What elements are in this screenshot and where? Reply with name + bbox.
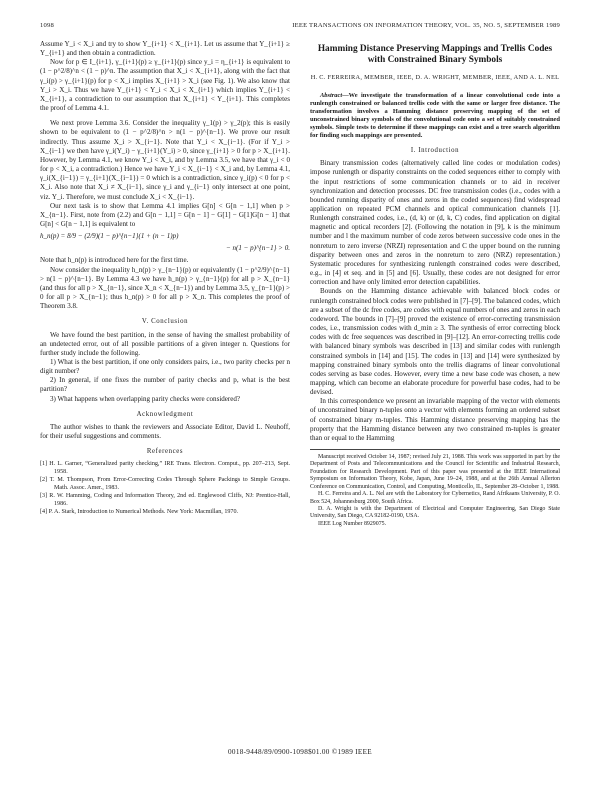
running-header — [40, 22, 560, 34]
reference-item: [4] P. A. Stark, Introduction to Numerical Methods. New York: Macmillan, 1970. — [40, 509, 239, 516]
intro-paragraph-1: Binary transmission codes (alternatively called line codes or modulation codes) impose runlength or disparity constraints on the coded sequences either to comply with the input restrictions of some communication channels or to aid in receiver synchronization and detection processes. DC free transmission codes (i.e., codes with a bounded running disparity of ones and zeros in the coded sequences) find widespread application on repeated PCM channels and optical communication channels [1]. Runlength constrained codes, i.e., (d, k) or (d, k, C) codes, find application on digital magnetic and optical recorders [2]. (Following the notation in [9], k is the minimum number and l the maximum number of code zeros between successive code ones in the nonreturn to zero inverse (NRZI) representation and C the upper bound on the running disparity between ones and zeros in the nonreturn to zero (NRZ) representation.) Systematic procedures for synthesizing runlength constrained codes were described, e.g., in [4] et seq. and in [5] and [6]. Usually, these codes are not designed for error correction and have only limited error detection capabilities. — [310, 159, 560, 287]
paper-title: Hamming Distance Preserving Mappings and Trellis Codes with Constrained Binary Symbols — [317, 44, 553, 65]
reference-list — [40, 460, 290, 516]
footnote-log-number: IEEE Log Number 8929075. — [318, 520, 387, 527]
footnote-manuscript: Manuscript received October 14, 1987; revised July 21, 1988. This work was supported in part by the Department of Posts and Telecommunications and the Council for Scientific and Industrial Research, Foundation for Research Development. Part of this paper was presented at the IEEE International Symposium on Information Theory, Kobe, Japan, June 19–24, 1988, and at the 26th Annual Allerton Conference on Communication, Control, and Computing, Monticello, IL, September 28–October 1, 1988. — [310, 454, 560, 490]
paper-authors: H. C. FERREIRA, MEMBER, IEEE, D. A. WRIGHT, MEMBER, IEEE, AND A. L. NEL — [310, 74, 560, 81]
reference-item: [3] R. W. Hamming, Coding and Information Theory, 2nd ed. Englewood Cliffs, NJ: Prentice-Hall, 1986. — [40, 493, 290, 508]
abstract — [310, 92, 560, 141]
proof-paragraph-1: Assume Y_i < X_i and try to show Y_{i+1} < X_{i+1}. Let us assume that Y_{i+1} ≥ Y_{i+1} and then obtain a contradiction. — [40, 40, 290, 58]
references-heading: References — [146, 448, 184, 456]
proof-paragraph-5: Note that h_n(p) is introduced here for the first time. — [40, 256, 189, 265]
footnote-affiliation-1: H. C. Ferreira and A. L. Nel are with the Laboratory for Cybernetics, Rand Afrikaans University, P. O. Box 524, Johannesburg 2000, South Africa. — [310, 491, 560, 505]
acknowledgment-heading: Acknowledgment — [136, 410, 194, 418]
abstract-text: —We investigate the transformation of a linear convolutional code into a runlength constrained or balanced trellis code with the same or larger free distance. The transformation involves a Hamming distance preserving mapping of the set of unconstrained binary symbols of the convolutional code onto a set of suitably constrained symbols. Simple tests to determine if these mappings can exist and a tree search algorithm for finding such mappings are presented. — [310, 91, 560, 139]
proof-paragraph-2: Now for p ∈ I_{i+1}, γ_{i+1}(p) ≥ γ_{i+1}(p) since y_i = η_{i+1} is equivalent to (1 − p^2/8)^n < (1 − p)^n. The assumption that X_i < X_{i+1}, along with the fact that γ_i(p) > γ_{i+1}(p) for p < X_i implies X_{i+1} > X_i (see Fig. 1). We also know that Y_i > X_i. Thus we have Y_{i+1} < Y_i < X_i < X_{i+1} which implies Y_{i+1} < X_{i+1}, a contradiction to our assumption that X_{i+1} < Y_{i+1}. This completes the proof of Lemma 4.1. — [40, 58, 290, 113]
conclusion-heading: V. Conclusion — [141, 318, 189, 326]
question-3: 3) What happens when overlapping parity checks were considered? — [50, 394, 241, 403]
equation-hn-cont: − n(1 − p)^{n−1} > 0. — [225, 244, 290, 253]
introduction-heading: I. Introduction — [410, 147, 460, 155]
intro-paragraph-2: Bounds on the Hamming distance achievable with balanced block codes or runlength constrained block codes were published in [7]–[9]. The balanced codes, which are a subset of the dc free codes, are codes with equal numbers of ones and zeros in each codeword. The bounds in [7]–[9] proved the existence of error-correcting transmission codes, i.e., transmission codes with d_min ≥ 3. The synthesis of error correcting block codes with dc free sequences was described in [9]–[12]. An error-correcting trellis code with balanced binary symbols was described in [13] and similar codes with runlength constrained symbols in [14] and [15]. The codes in [13] and [14] were synthesized by mapping constrained binary symbols onto the trellis diagrams of linear convolutional codes serving as base codes. However, every time a new base code was chosen, a new mapping, which can become an elaborate procedure for powerful base codes, had to be devised. — [310, 287, 560, 397]
left-column — [40, 40, 290, 516]
conclusion-paragraph: We have found the best partition, in the sense of having the smallest probability of an undetected error, out of all possible partitions of a given integer n. Questions for further study include the following. — [40, 330, 290, 357]
equation-hn: h_n(p) = 8/9 − (2/9)(1 − p)^{n−1}(1 + (n − 1)p) — [40, 232, 179, 241]
right-column — [310, 40, 560, 528]
intro-paragraph-3: In this correspondence we present an invariable mapping of the vector with elements of unconstrained binary n-tuples onto a vector with elements forming an ordered subset of constrained binary m-tuples. This Hamming distance preserving mapping has the property that the Hamming distance between any two constrained m-tuples is greater than or equal to the Hamming — [310, 397, 560, 442]
footnote-divider — [310, 449, 560, 450]
footnote-affiliation-2: D. A. Wright is with the Department of Electrical and Computer Engineering, San Diego State University, San Diego, CA 92182-0190, USA. — [310, 505, 560, 520]
journal-header: IEEE TRANSACTIONS ON INFORMATION THEORY, VOL. 35, NO. 5, SEPTEMBER 1989 — [292, 22, 560, 29]
abstract-label: Abstract — [320, 91, 343, 99]
question-2: 2) In general, if one fixes the number of parity checks and p, what is the best partition? — [40, 376, 290, 394]
proof-paragraph-4: Our next task is to show that Lemma 4.1 implies G[n] < G[n − 1,1] when p > X_{n−1}. First, note from (2.2) and G[n − 1,1] = G[n − 1] − G[1] − G[1]G[n − 1] that G[n] < G[n − 1,1] is equivalent to — [40, 201, 290, 228]
page-number: 1098 — [40, 22, 54, 29]
reference-item: [2] T. M. Thompson, From Error-Correcting Codes Through Sphere Packings to Simple Groups. Math. Assoc. Amer., 1983. — [40, 477, 290, 492]
question-1: 1) What is the best partition, if one only considers pairs, i.e., two parity checks per n digit number? — [40, 358, 290, 376]
proof-paragraph-6: Now consider the inequality h_n(p) > γ_{n−1}(p) or equivalently (1 − p^2/9)^{n−1} > n(1 − p)^{n−1}. By Lemma 4.3 we have h_n(p) > γ_{n−1}(p) for all p > X_{n−1} (and thus for all p > X_{n−1}, since X_n < X_{n−1}) and by Lemma 3.5, γ_{n−1}(p) > 0 for all p > X_{n−1}; thus h_n(p) > 0 for all p > X_n. This completes the proof of Theorem 3.8. — [40, 265, 290, 311]
proof-paragraph-3: We next prove Lemma 3.6. Consider the inequality γ_1(p) > γ_2(p); this is easily shown to be equivalent to (1 − p^2/8)^n > n(1 − p)^{n−1}. We prove our result indirectly. Thus assume X_i > X_{i−1}. Note that Y_i < X_{i−1}. (For if Y_i > X_{i−1} we then have γ_i(Y_i) − γ_{i+1}(Y_i) > 0, since γ_{i+1} > 0 for p > X_{i+1}. However, by Lemma 4.1, we know Y_i < X_i, and by Lemma 3.5, we have that γ_i < 0 for p < X_i, a contradiction.) Hence we have Y_i < X_{i−1} < X_i and, by Lemma 4.1, γ_i(X_{i−1}) = γ_{i+1}(X_{i−1}) = 0 which is a contradiction, since γ_i(p) < 0 for p < X_i. Also note that X_i ≠ X_{i−1}, since γ_i and γ_{i−1} only intersect at one point, viz. Y_i. Therefore, we must conclude X_i < X_{i−1}. — [40, 119, 290, 201]
reference-item: [1] H. L. Garner, “Generalized parity checking,” IRE Trans. Electron. Comput., pp. 207–213, Sept. 1958. — [40, 461, 290, 476]
footnotes — [310, 454, 560, 528]
acknowledgment-text: The author wishes to thank the reviewers and Associate Editor, David L. Neuhoff, for their useful suggestions and comments. — [40, 422, 290, 441]
copyright-line: 0018-9448/89/0900-1098$01.00 ©1989 IEEE — [228, 748, 372, 756]
